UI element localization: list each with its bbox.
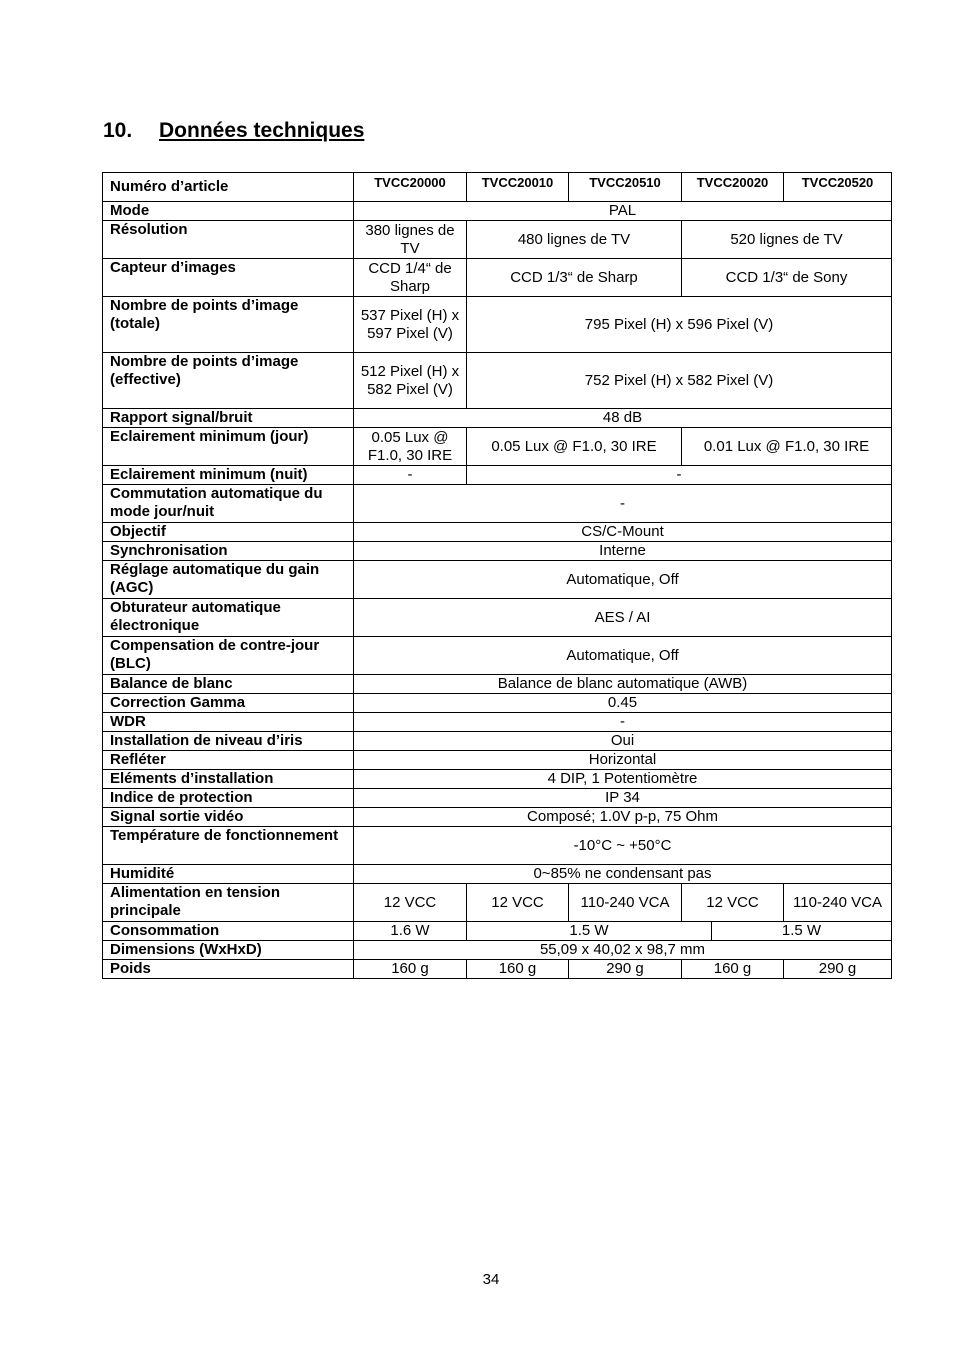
row-value: 55,09 x 40,02 x 98,7 mm	[354, 941, 892, 960]
row-value: Automatique, Off	[354, 561, 892, 599]
table-row	[103, 409, 892, 428]
row-value: 0.05 Lux @ F1.0, 30 IRE	[354, 428, 467, 466]
table-row	[103, 941, 892, 960]
row-value: 12 VCC	[682, 884, 784, 922]
row-value: 0.01 Lux @ F1.0, 30 IRE	[682, 428, 892, 466]
row-label: Obturateur automatique électronique	[103, 599, 354, 637]
table-row	[103, 808, 892, 827]
table-row	[103, 637, 892, 675]
row-value: Composé; 1.0V p-p, 75 Ohm	[354, 808, 892, 827]
row-value: 12 VCC	[467, 884, 569, 922]
row-label: Signal sortie vidéo	[103, 808, 354, 827]
row-label: Nombre de points d’image (effective)	[103, 353, 354, 409]
row-value: 48 dB	[354, 409, 892, 428]
row-value: 160 g	[467, 960, 569, 979]
row-value: Oui	[354, 732, 892, 751]
table-row	[103, 599, 892, 637]
row-label: Nombre de points d’image (totale)	[103, 297, 354, 353]
row-label: Synchronisation	[103, 542, 354, 561]
model-header: TVCC20520	[784, 173, 892, 202]
table-row	[103, 353, 892, 409]
row-value: 380 lignes de TV	[354, 221, 467, 259]
row-value: CCD 1/3“ de Sony	[682, 259, 892, 297]
table-row	[103, 297, 892, 353]
row-value: 12 VCC	[354, 884, 467, 922]
section-title: Données techniques	[159, 119, 365, 142]
row-label: Balance de blanc	[103, 675, 354, 694]
row-value: 520 lignes de TV	[682, 221, 892, 259]
row-label: Humidité	[103, 865, 354, 884]
row-value: 537 Pixel (H) x 597 Pixel (V)	[354, 297, 467, 353]
row-value: 0.45	[354, 694, 892, 713]
row-value: CS/C-Mount	[354, 523, 892, 542]
row-value: 1.5 W	[712, 922, 892, 941]
row-value: -	[354, 466, 467, 485]
model-header: TVCC20020	[682, 173, 784, 202]
table-row	[103, 713, 892, 732]
table-row	[103, 827, 892, 865]
row-value: 752 Pixel (H) x 582 Pixel (V)	[467, 353, 892, 409]
model-header: TVCC20010	[467, 173, 569, 202]
row-value: -	[354, 713, 892, 732]
row-value: CCD 1/4“ de Sharp	[354, 259, 467, 297]
table-row	[103, 922, 892, 941]
row-label: Dimensions (WxHxD)	[103, 941, 354, 960]
row-value: -	[467, 466, 892, 485]
row-label: Installation de niveau d’iris	[103, 732, 354, 751]
row-label: Mode	[103, 202, 354, 221]
table-row	[103, 428, 892, 466]
page-number: 34	[482, 1271, 500, 1288]
table-row	[103, 542, 892, 561]
row-value: 0~85% ne condensant pas	[354, 865, 892, 884]
table-row	[103, 259, 892, 297]
section-heading	[103, 119, 364, 143]
table-row-header	[103, 173, 892, 202]
table-row	[103, 789, 892, 808]
row-value: Interne	[354, 542, 892, 561]
row-value: 110-240 VCA	[784, 884, 892, 922]
table-row	[103, 865, 892, 884]
row-label: Eclairement minimum (jour)	[103, 428, 354, 466]
table-row	[103, 694, 892, 713]
row-label: Réglage automatique du gain (AGC)	[103, 561, 354, 599]
table-row	[103, 732, 892, 751]
row-value: 4 DIP, 1 Potentiomètre	[354, 770, 892, 789]
row-label: Consommation	[103, 922, 354, 941]
row-label: Capteur d’images	[103, 259, 354, 297]
row-value: 160 g	[354, 960, 467, 979]
row-value: 1.5 W	[467, 922, 712, 941]
row-value: PAL	[354, 202, 892, 221]
model-header: TVCC20510	[569, 173, 682, 202]
row-label: Refléter	[103, 751, 354, 770]
table-row	[103, 751, 892, 770]
row-value: Horizontal	[354, 751, 892, 770]
row-value: 290 g	[569, 960, 682, 979]
row-value: 512 Pixel (H) x 582 Pixel (V)	[354, 353, 467, 409]
row-value: 160 g	[682, 960, 784, 979]
row-label: Poids	[103, 960, 354, 979]
table-row	[103, 523, 892, 542]
row-label: Température de fonctionnement	[103, 827, 354, 865]
row-label: Compensation de contre-jour (BLC)	[103, 637, 354, 675]
table-row	[103, 485, 892, 523]
spec-table	[102, 172, 892, 979]
header-label: Numéro d’article	[103, 173, 354, 202]
row-label: Correction Gamma	[103, 694, 354, 713]
row-value: -10°C ~ +50°C	[354, 827, 892, 865]
section-number: 10.	[103, 119, 133, 142]
row-value: AES / AI	[354, 599, 892, 637]
table-row	[103, 770, 892, 789]
row-label: Résolution	[103, 221, 354, 259]
table-row	[103, 960, 892, 979]
row-value: 1.6 W	[354, 922, 467, 941]
table-row	[103, 561, 892, 599]
model-header: TVCC20000	[354, 173, 467, 202]
row-value: 0.05 Lux @ F1.0, 30 IRE	[467, 428, 682, 466]
row-label: Alimentation en tension principale	[103, 884, 354, 922]
row-label: WDR	[103, 713, 354, 732]
table-row	[103, 675, 892, 694]
table-row	[103, 221, 892, 259]
row-value: Automatique, Off	[354, 637, 892, 675]
row-value: 110-240 VCA	[569, 884, 682, 922]
row-label: Objectif	[103, 523, 354, 542]
row-value: Balance de blanc automatique (AWB)	[354, 675, 892, 694]
row-label: Rapport signal/bruit	[103, 409, 354, 428]
row-value: -	[354, 485, 892, 523]
table-row	[103, 884, 892, 922]
row-label: Eléments d’installation	[103, 770, 354, 789]
row-value: CCD 1/3“ de Sharp	[467, 259, 682, 297]
row-label: Commutation automatique du mode jour/nuit	[103, 485, 354, 523]
table-row	[103, 466, 892, 485]
row-label: Eclairement minimum (nuit)	[103, 466, 354, 485]
row-value: 290 g	[784, 960, 892, 979]
row-value: IP 34	[354, 789, 892, 808]
table-row	[103, 202, 892, 221]
row-label: Indice de protection	[103, 789, 354, 808]
row-value: 480 lignes de TV	[467, 221, 682, 259]
row-value: 795 Pixel (H) x 596 Pixel (V)	[467, 297, 892, 353]
